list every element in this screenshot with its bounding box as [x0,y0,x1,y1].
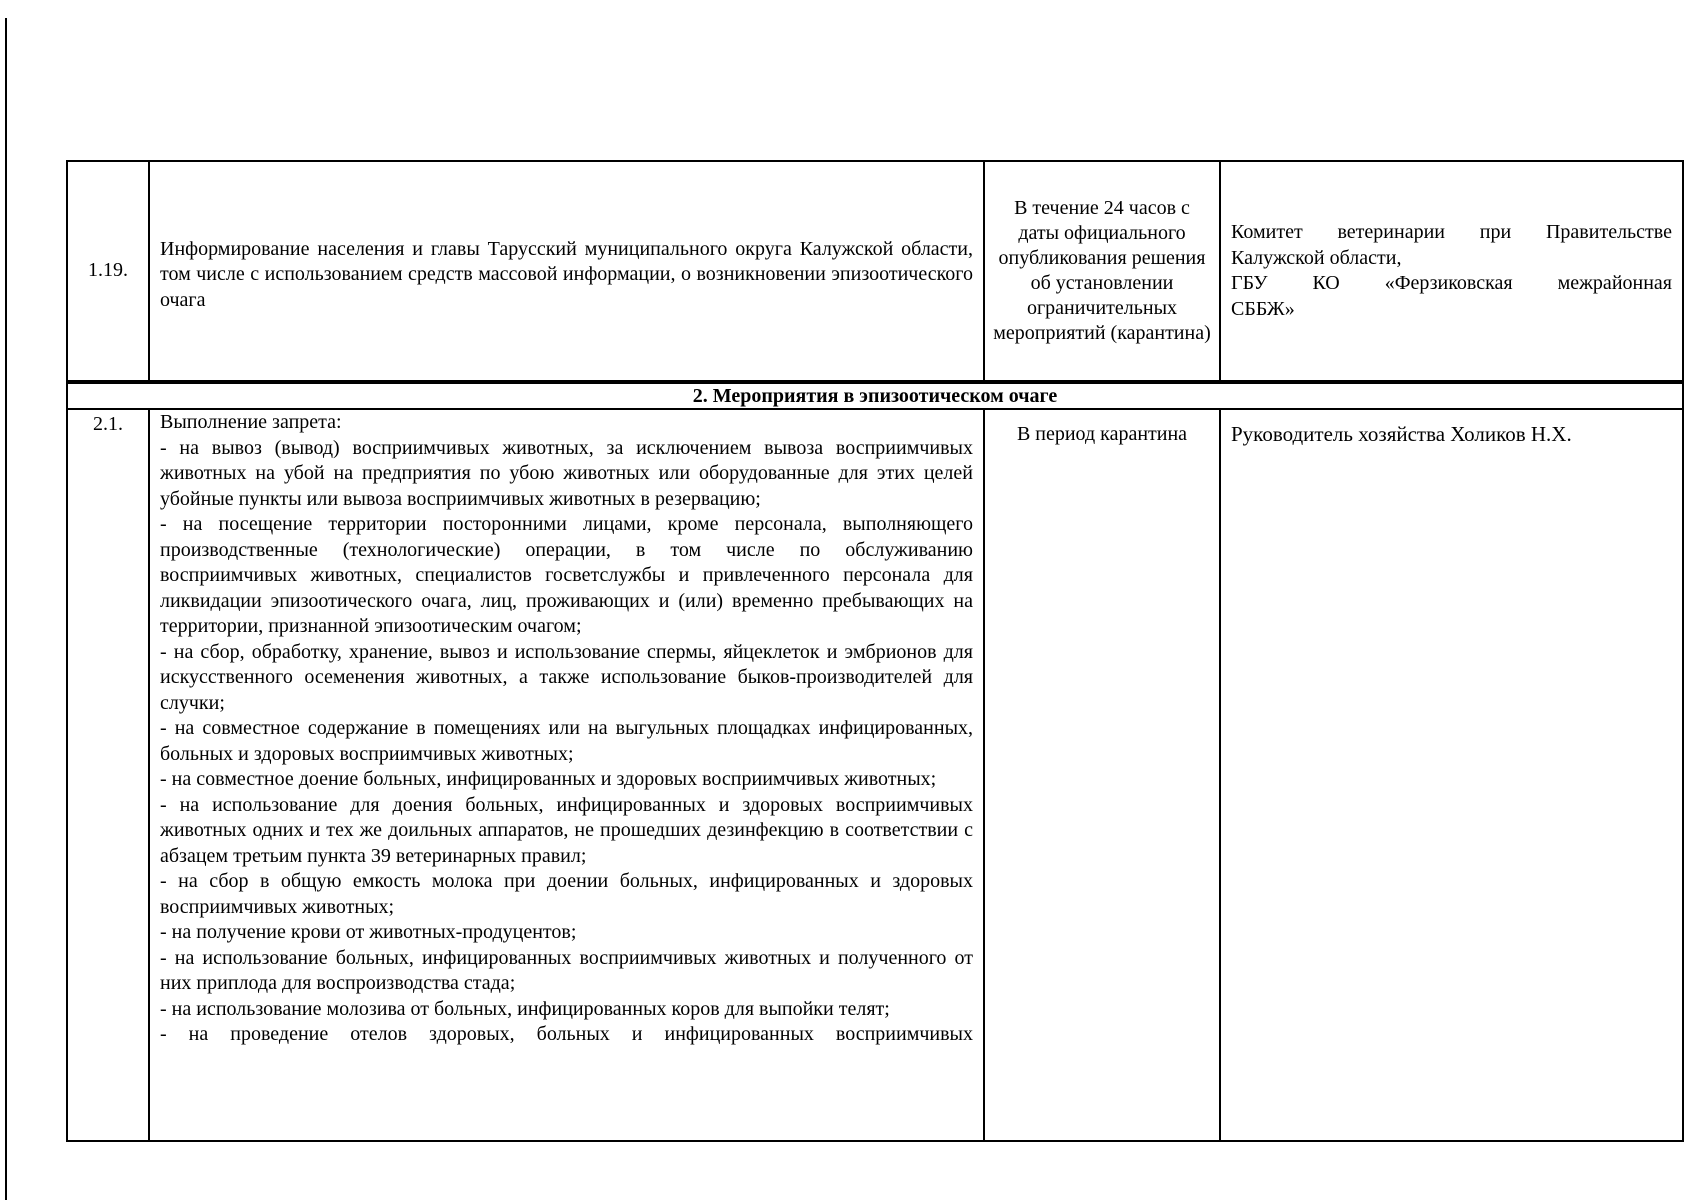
row-deadline: В период карантина [984,409,1220,1141]
section-title: 2. Мероприятия в эпизоотическом очаге [67,382,1683,409]
table-row [67,409,1683,1141]
prohibition-item: - на сбор, обработку, хранение, вывоз и использование спермы, яйцеклеток и эмбрионов для искусственного осеменения животных, а также использование быков-производителей для случки; [160,640,973,714]
row-number: 1.19. [67,161,149,382]
row-responsible: Руководитель хозяйства Холиков Н.Х. [1220,409,1683,1141]
prohibition-item: - на вывоз (вывод) восприимчивых животных, за исключением вывоза восприимчивых животных на убой на предприятия по убою животных или оборудованные для этих целей убойные пункты или вывоза восприимчивых животных в резервацию; [160,436,973,510]
prohibition-item: - на совместное содержание в помещениях или на выгульных площадках инфицированных, больных и здоровых восприимчивых животных; [160,717,973,765]
section-header-row [67,382,1683,409]
prohibition-item: - на совместное доение больных, инфицированных и здоровых восприимчивых животных; [160,768,937,790]
prohibition-item: - на использование молозива от больных, инфицированных коров для выпойки телят; [160,997,890,1020]
row-number: 2.1. [67,409,149,1141]
row-description [149,409,984,1141]
responsible-line: СББЖ» [1231,297,1295,320]
prohibition-item: - на использование для доения больных, инфицированных и здоровых восприимчивых животных одних и тех же доильных аппаратов, не прошедших дезинфекцию в соответствии с абзацем третьим пункта 39 ветеринарных правил; [160,793,973,867]
prohibition-intro: Выполнение запрета: [160,411,342,433]
prohibition-item: - на проведение отелов здоровых, больных и инфицированных восприимчивых [160,1023,973,1045]
responsible-line: Калужской области, [1231,246,1402,269]
page-margin-line [5,18,7,1200]
responsible-line: Комитет ветеринарии при Правительстве [1231,221,1672,243]
responsible-line: ГБУ КО «Ферзиковская межрайонная [1231,272,1672,294]
prohibition-item: - на посещение территории посторонними лицами, кроме персонала, выполняющего производственные (технологические) операции, в том числе по обслуживанию восприимчивых животных, специалистов госветслужбы и привлеченного персонала для ликвидации эпизоотического очага, лиц, проживающих и (или) временно пребывающих на территории, признанной эпизоотическим очагом; [160,513,973,637]
prohibition-item: - на сбор в общую емкость молока при доении больных, инфицированных и здоровых восприимчивых животных; [160,870,973,918]
table-row [67,161,1683,382]
row-description: Информирование населения и главы Тарусский муниципального округа Калужской области, том числе с использованием средств массовой информации, о возникновении эпизоотического очага [149,161,984,382]
prohibition-item: - на получение крови от животных-продуцентов; [160,921,577,943]
row-deadline: В течение 24 часов с даты официального опубликования решения об установлении ограничительных мероприятий (карантина) [984,161,1220,382]
measures-table [66,160,1684,1142]
row-responsible [1220,161,1683,382]
prohibition-item: - на использование больных, инфицированных восприимчивых животных и полученного от них приплода для воспроизводства стада; [160,946,973,994]
